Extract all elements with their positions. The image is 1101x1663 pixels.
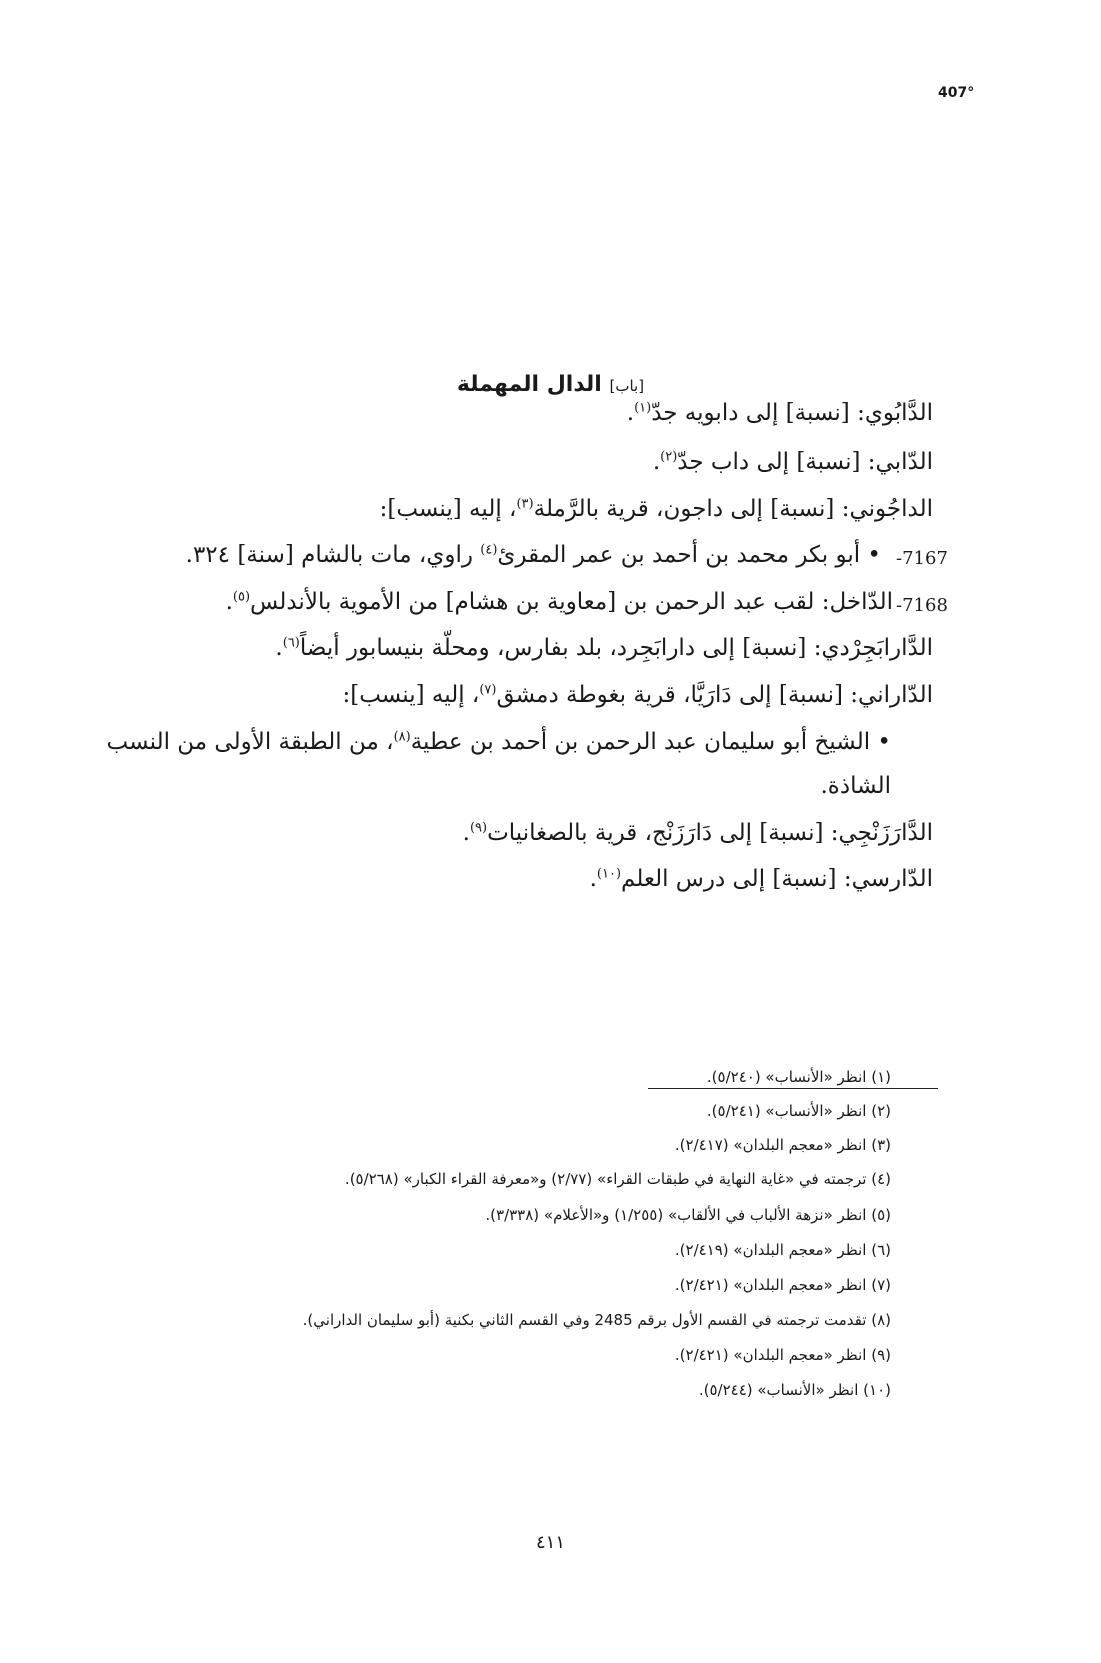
footnote: (٥) انظر «نزهة الألباب في الألقاب» (١/٢٥٥) و«الأعلام» (٣/٣٣٨). (485, 1206, 891, 1224)
footnote: (١) انظر «الأنساب» (٥/٢٤٠). (706, 1068, 891, 1086)
entry-line: الشاذة. (820, 773, 891, 799)
chapter-heading (0, 372, 1101, 397)
manuscript-page-number: 407° (938, 85, 975, 101)
footnote: (٣) انظر «معجم البلدان» (٢/٤١٧). (674, 1136, 891, 1154)
entry-line: الدّاخل: لقب عبد الرحمن بن [معاوية بن هشام] من الأموية بالأندلس$^{(٥)}$. (225, 589, 893, 615)
entry-line: الدَّابُوي: [نسبة] إلى دابويه جدّ$^{(١)}$. (626, 400, 933, 426)
entry-number: -7167 (896, 548, 948, 569)
entry-line: • الشيخ أبو سليمان عبد الرحمن بن أحمد بن عطية$^{(٨)}$، من الطبقة الأولى من النسب (106, 729, 891, 755)
footnote: (٦) انظر «معجم البلدان» (٢/٤١٩). (674, 1241, 891, 1259)
footnote: (٩) انظر «معجم البلدان» (٢/٤٢١). (674, 1346, 891, 1364)
entry-line: الداجُوني: [نسبة] إلى داجون، قرية بالرَّملة$^{(٣)}$، إليه [ينسب]: (379, 496, 933, 522)
entry-line: الدّارسي: [نسبة] إلى درس العلم$^{(١٠)}$. (589, 866, 933, 892)
entry-line: • أبو بكر محمد بن أحمد بن عمر المقرئ$^{(٤)}$ راوي، مات بالشام [سنة] ٣٢٤. (185, 542, 881, 568)
footnote: (٢) انظر «الأنساب» (٥/٢٤١). (706, 1102, 891, 1120)
entry-line: الدَّارَزَنْجِي: [نسبة] إلى دَارَزَنْج، قرية بالصغانيات$^{(٩)}$. (462, 820, 933, 846)
heading-bracket: [باب] (609, 377, 645, 395)
entry-line: الدّاراني: [نسبة] إلى دَارَيَّا، قرية بغوطة دمشق$^{(٧)}$، إليه [ينسب]: (342, 682, 933, 708)
entry-line: الدَّارابَجِرْدي: [نسبة] إلى دارابَجِرد، بلد بفارس، ومحلّة بنيسابور أيضاً$^{(٦)}$. (275, 635, 933, 661)
printed-page-number: ٤١١ (535, 1532, 565, 1553)
footnote: (٧) انظر «معجم البلدان» (٢/٤٢١). (674, 1276, 891, 1294)
entry-number: -7168 (896, 595, 948, 616)
entry-line: الدّابي: [نسبة] إلى داب جدّ$^{(٢)}$. (652, 449, 933, 475)
footnote: (٨) تقدمت ترجمته في القسم الأول برقم 2485 وفي القسم الثاني بكنية (أبو سليمان الداراني). (302, 1311, 891, 1329)
footnote: (٤) ترجمته في «غاية النهاية في طبقات القراء» (٢/٧٧) و«معرفة القراء الكبار» (٥/٢٦٨). (344, 1170, 891, 1188)
footnote: (١٠) انظر «الأنساب» (٥/٢٤٤). (698, 1381, 891, 1399)
heading-title: الدال المهملة (456, 372, 602, 397)
footnote-separator (648, 1088, 938, 1089)
